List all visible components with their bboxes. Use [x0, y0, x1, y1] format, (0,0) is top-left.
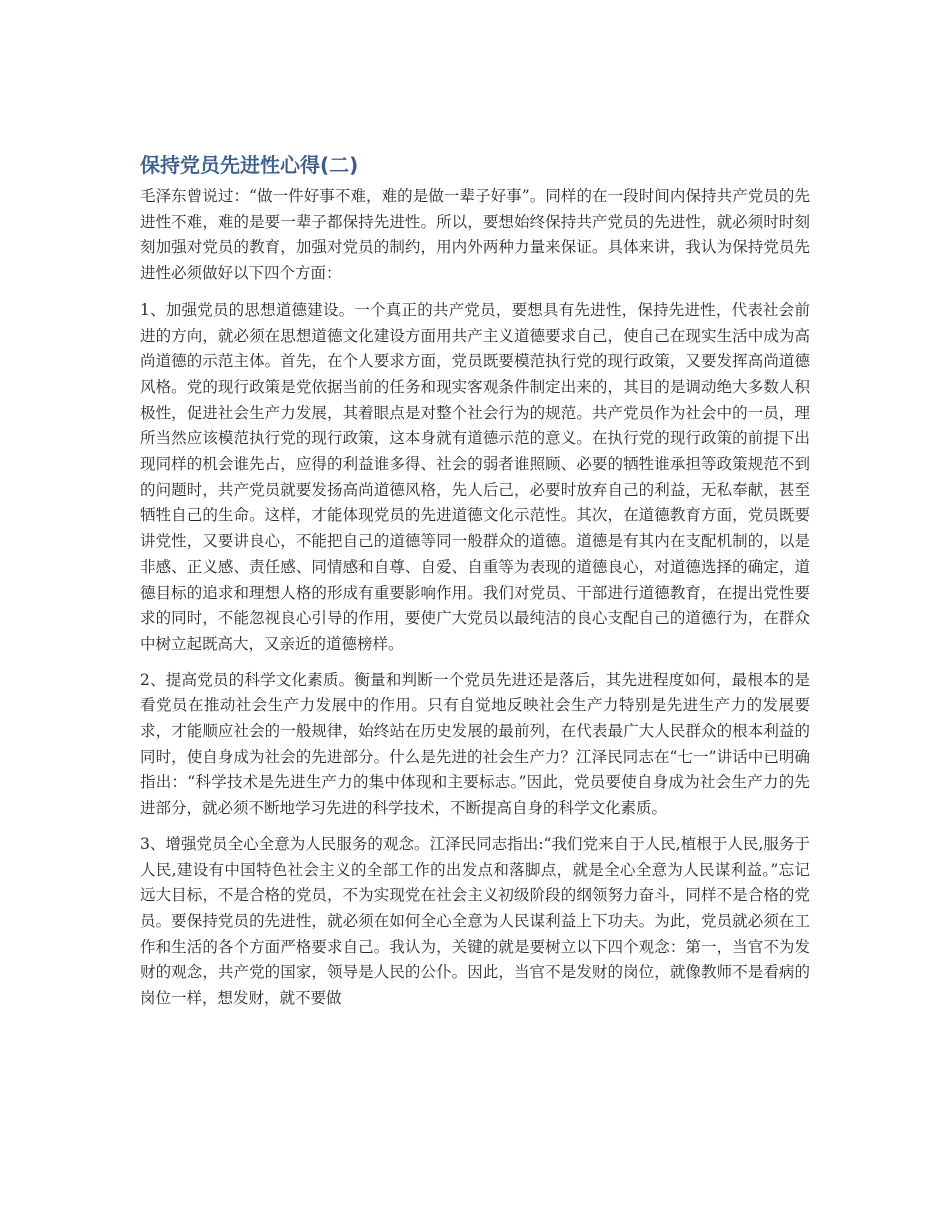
- section-1-paragraph: 1、加强党员的思想道德建设。一个真正的共产党员，要想具有先进性，保持先进性，代表社会前进的方向，就必须在思想道德文化建设方面用共产主义道德要求自己，使自己在现实生活中成为高尚道德的示范主体。首先，在个人要求方面，党员既要模范执行党的现行政策，又要发挥高尚道德风格。党的现行政策是党依据当前的任务和现实客观条件制定出来的，其目的是调动绝大多数人积极性，促进社会生产力发展，其着眼点是对整个社会行为的规范。共产党员作为社会中的一员，理所当然应该模范执行党的现行政策，这本身就有道德示范的意义。在执行党的现行政策的前提下出现同样的机会谁先占，应得的利益谁多得、社会的弱者谁照顾、必要的牺牲谁承担等政策规范不到的问题时，共产党员就要发扬高尚道德风格，先人后己，必要时放弃自己的利益，无私奉献，甚至牺牲自己的生命。这样，才能体现党员的先进道德文化示范性。其次，在道德教育方面，党员既要讲党性，又要讲良心，不能把自己的道德等同一般群众的道德。道德是有其内在支配机制的，以是非感、正义感、责任感、同情感和自尊、自爱、自重等为表现的道德良心，对道德选择的确定，道德目标的追求和理想人格的形成有重要影响作用。我们对党员、干部进行道德教育，在提出党性要求的同时，不能忽视良心引导的作用，要使广大党员以最纯洁的良心支配自己的道德行为，在群众中树立起既高大，又亲近的道德榜样。: [140, 300, 810, 653]
- section-2-paragraph: 2、提高党员的科学文化素质。衡量和判断一个党员先进还是落后，其先进程度如何，最根本的是看党员在推动社会生产力发展中的作用。只有自觉地反映社会生产力特别是先进生产力的发展要求，才能顺应社会的一般规律，始终站在历史发展的最前列，在代表最广大人民群众的根本利益的同时，使自身成为社会的先进部分。什么是先进的社会生产力？江泽民同志在“七一”讲话中已明确指出：“科学技术是先进生产力的集中体现和主要标志。”因此，党员要使自身成为社会生产力的先进部分，就必须不断地学习先进的科学技术，不断提高自身的科学文化素质。: [140, 670, 810, 818]
- document-body: [140, 148, 810, 1022]
- document-title: 保持党员先进性心得(二): [140, 153, 359, 177]
- intro-paragraph: 毛泽东曾说过：“做一件好事不难，难的是做一辈子好事”。同样的在一段时间内保持共产党员的先进性不难，难的是要一辈子都保持先进性。所以，要想始终保持共产党员的先进性，就必须时时刻刻加强对党员的教育，加强对党员的制约，用内外两种力量来保证。具体来讲，我认为保持党员先进性必须做好以下四个方面：: [140, 187, 810, 283]
- section-3-paragraph: 3、增强党员全心全意为人民服务的观念。江泽民同志指出:“我们党来自于人民,植根于人民,服务于人民,建设有中国特色社会主义的全部工作的出发点和落脚点，就是全心全意为人民谋利益。”忘记远大目标，不是合格的党员，不为实现党在社会主义初级阶段的纲领努力奋斗，同样不是合格的党员。要保持党员的先进性，就必须在如何全心全意为人民谋利益上下功夫。为此，党员就必须在工作和生活的各个方面严格要求自己。我认为，关键的就是要树立以下四个观念：第一，当官不为发财的观念，共产党的国家，领导是人民的公仆。因此，当官不是发财的岗位，就像教师不是看病的岗位一样，想发财，就不要做: [140, 834, 810, 1008]
